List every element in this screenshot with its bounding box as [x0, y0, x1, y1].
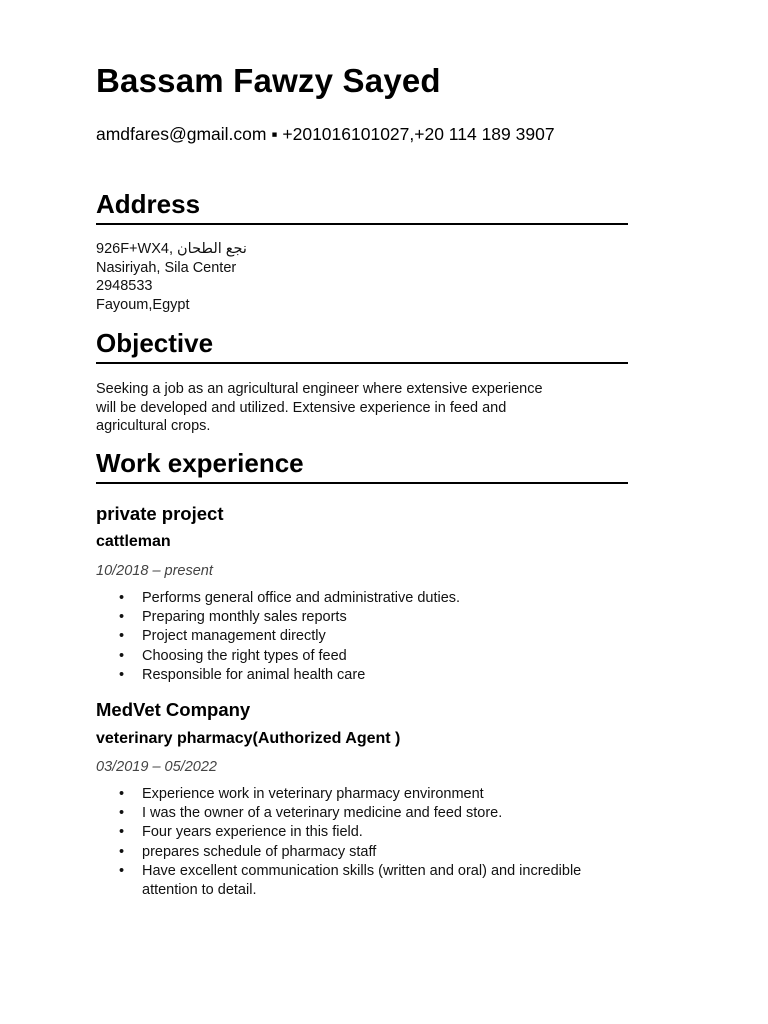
- bullet-icon: •: [119, 786, 125, 802]
- job-company: private project: [96, 503, 224, 524]
- duty-text: Responsible for animal health care: [142, 666, 366, 683]
- section-title-address: Address: [96, 188, 628, 225]
- duty-text: Have excellent communication skills (written and oral) and incredible attention to detail.: [142, 862, 582, 899]
- duty-text: Preparing monthly sales reports: [142, 609, 347, 626]
- job-role: cattleman: [96, 533, 171, 550]
- duty-text: Project management directly: [142, 628, 326, 645]
- candidate-name: Bassam Fawzy Sayed: [96, 62, 441, 99]
- duty-text: prepares schedule of pharmacy staff: [142, 843, 377, 860]
- bullet-icon: •: [119, 862, 125, 879]
- list-item: [96, 666, 628, 685]
- duty-text: Performs general office and administrative duties.: [142, 590, 461, 606]
- objective-line: will be developed and utilized. Extensive experience in feed and: [96, 399, 507, 416]
- list-item: [96, 862, 582, 900]
- section-title-objective: Objective: [96, 327, 628, 364]
- list-item: [96, 785, 628, 804]
- list-item: [96, 823, 628, 842]
- list-item: [96, 608, 628, 627]
- bullet-icon: •: [119, 843, 125, 860]
- bullet-icon: •: [119, 609, 125, 626]
- job-company: MedVet Company: [96, 699, 251, 720]
- objective-line: Seeking a job as an agricultural engineer where extensive experience: [96, 381, 543, 397]
- bullet-icon: •: [119, 647, 125, 664]
- bullet-icon: •: [119, 824, 125, 841]
- address-block: [96, 240, 628, 314]
- job-dates: 03/2019 – 05/2022: [96, 759, 217, 775]
- bullet-icon: •: [119, 590, 125, 606]
- list-item: [96, 647, 628, 666]
- job-duties-list: [96, 589, 628, 685]
- duty-text: Choosing the right types of feed: [142, 647, 347, 664]
- address-line: 926F+WX4, نجع الطحان: [96, 241, 247, 257]
- bullet-icon: •: [119, 805, 125, 822]
- duty-text: Four years experience in this field.: [142, 824, 363, 841]
- list-item: [96, 804, 628, 823]
- bullet-icon: •: [119, 666, 125, 683]
- job-duties-list: [96, 785, 628, 900]
- job-role: veterinary pharmacy(Authorized Agent ): [96, 730, 401, 747]
- section-title-work-experience: Work experience: [96, 447, 628, 484]
- contact-info: amdfares@gmail.com ▪ +201016101027,+20 114 189 3907: [96, 124, 555, 144]
- duty-text: I was the owner of a veterinary medicine and feed store.: [142, 805, 503, 822]
- objective-line: agricultural crops.: [96, 418, 211, 434]
- bullet-icon: •: [119, 628, 125, 645]
- list-item: [96, 589, 628, 608]
- list-item: [96, 627, 628, 646]
- job-dates: 10/2018 – present: [96, 563, 213, 579]
- list-item: [96, 843, 628, 862]
- address-line: Nasiriyah, Sila Center: [96, 259, 237, 276]
- address-line: 2948533: [96, 278, 153, 294]
- objective-text: [96, 380, 628, 436]
- duty-text: Experience work in veterinary pharmacy environment: [142, 786, 484, 802]
- address-line: Fayoum,Egypt: [96, 296, 190, 313]
